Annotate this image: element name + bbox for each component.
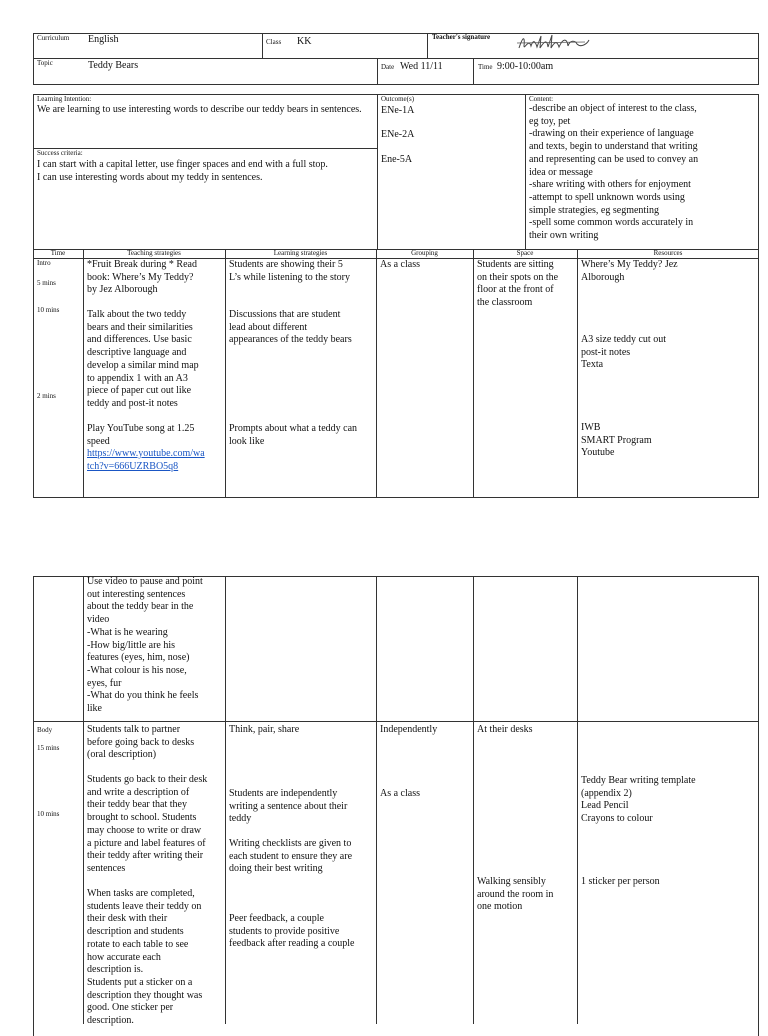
time-label: Time [478,63,493,71]
resources-iwb: IWB SMART Program Youtube [581,422,652,459]
teaching-talk-to-partner: Students talk to partner before going back to desks (oral description) [87,724,195,761]
teaching-talk-about-bears: Talk about the two teddy bears and their similarities and differences. Use basic descriptive language and develop a similar mind map to appendix 1 with an A3 piece of paper cut out like teddy and post-it notes [87,309,199,409]
time-2-mins: 2 mins [37,392,56,400]
learning-prompts: Prompts about what a teddy can look like [229,423,358,447]
header-space: Space [516,249,534,257]
date-label: Date [381,63,395,71]
youtube-link[interactable]: https://www.youtube.com/wa tch?v=666UZRBO5q8 [87,448,205,472]
space-on-spots: Students are sitting on their spots on the floor at the front of the classroom [477,259,559,309]
grouping-as-a-class-body: As a class [380,788,420,799]
time-5-mins: 5 mins [37,279,56,287]
learning-peer-feedback: Peer feedback, a couple students to provide positive feedback after reading a couple [229,913,355,950]
topic-label: Topic [37,59,53,67]
curriculum-value: English [88,34,119,45]
learning-intention-label: Learning Intention: [37,95,92,103]
time-10-mins: 10 mins [37,306,60,314]
learning-checklists: Writing checklists are given to each student to ensure they are doing their best writing [229,838,353,875]
space-walking: Walking sensibly around the room in one motion [477,876,554,913]
time-value: 9:00-10:00am [497,61,554,72]
header-time: Time [50,249,66,257]
time-10-mins-body: 10 mins [37,810,60,818]
success-criteria-line-1: I can start with a capital letter, use finger spaces and end with a full stop. [37,159,328,170]
success-criteria-label: Success criteria: [37,149,83,157]
header-table [33,33,759,85]
teacher-signature [515,32,595,54]
topic-value: Teddy Bears [88,60,139,71]
learning-intention-text: We are learning to use interesting words to describe our teddy bears in sentences. [37,104,362,115]
class-label: Class [266,38,282,46]
teaching-read-book: *Fruit Break during * Read book: Where’s My Teddy? by Jez Alborough [87,259,197,296]
resources-writing-template: Teddy Bear writing template (appendix 2) Lead Pencil Crayons to colour [581,775,696,825]
outcome-2: ENe-2A [381,129,415,140]
learning-five-ls: Students are showing their 5 L’s while listening to the story [229,259,351,283]
signature-label: Teacher's signature [432,33,491,41]
learning-independent-writing: Students are independently writing a sentence about their teddy [229,788,348,825]
outcome-3: Ene-5A [381,154,413,165]
teaching-play-youtube: Play YouTube song at 1.25 speed [87,423,195,447]
outcome-1: ENe-1A [381,105,415,116]
header-teaching: Teaching strategies [127,249,181,257]
resources-a3-teddy: A3 size teddy cut out post-it notes Texta [581,334,666,371]
grouping-as-a-class: As a class [380,259,420,270]
grouping-independently: Independently [380,724,438,735]
resources-sticker: 1 sticker per person [581,876,660,887]
teaching-rotate-tables: When tasks are completed, students leave their teddy on their desk with their description and students rotate to each table to see how accurate each description is. Students put a sticker on a description they thought was good. One sticker per description. [87,888,203,1027]
header-resources: Resources [653,249,683,257]
space-at-desks: At their desks [477,724,533,735]
resources-book: Where’s My Teddy? Jez Alborough [581,259,678,283]
curriculum-label: Curriculum [37,34,70,42]
success-criteria-line-2: I can use interesting words about my teddy in sentences. [37,172,263,183]
header-grouping: Grouping [411,249,438,257]
time-body: Body [37,726,53,734]
header-learning: Learning strategies [273,249,328,257]
date-value: Wed 11/11 [400,61,443,72]
class-value: KK [297,36,312,47]
outcomes-label: Outcome(s) [381,95,415,103]
time-intro: Intro [37,259,51,267]
teaching-use-video: Use video to pause and point out interesting sentences about the teddy bear in the video -What is he wearing -How big/little are his features (eyes, him, nose) -What colour is his nose, eyes, fur -What do you think he feels like [87,576,203,715]
learning-discussions: Discussions that are student lead about different appearances of the teddy bears [229,309,352,346]
teaching-write-description: Students go back to their desk and write a description of their teddy bear that they brought to school. Students may choose to write or draw a picture and label features of their teddy after writing their sentences [87,774,208,874]
content-label: Content: [529,95,554,103]
content-text: -describe an object of interest to the class, eg toy, pet -drawing on their experience of language and texts, begin to understand that writing and representing can be used to convey an idea or message -share writing with others for enjoyment -attempt to spell unknown words using simple strategies, eg segmenting -spell some common words accurately in their own writing [529,103,699,242]
time-15-mins: 15 mins [37,744,60,752]
learning-think-pair-share: Think, pair, share [229,724,300,735]
